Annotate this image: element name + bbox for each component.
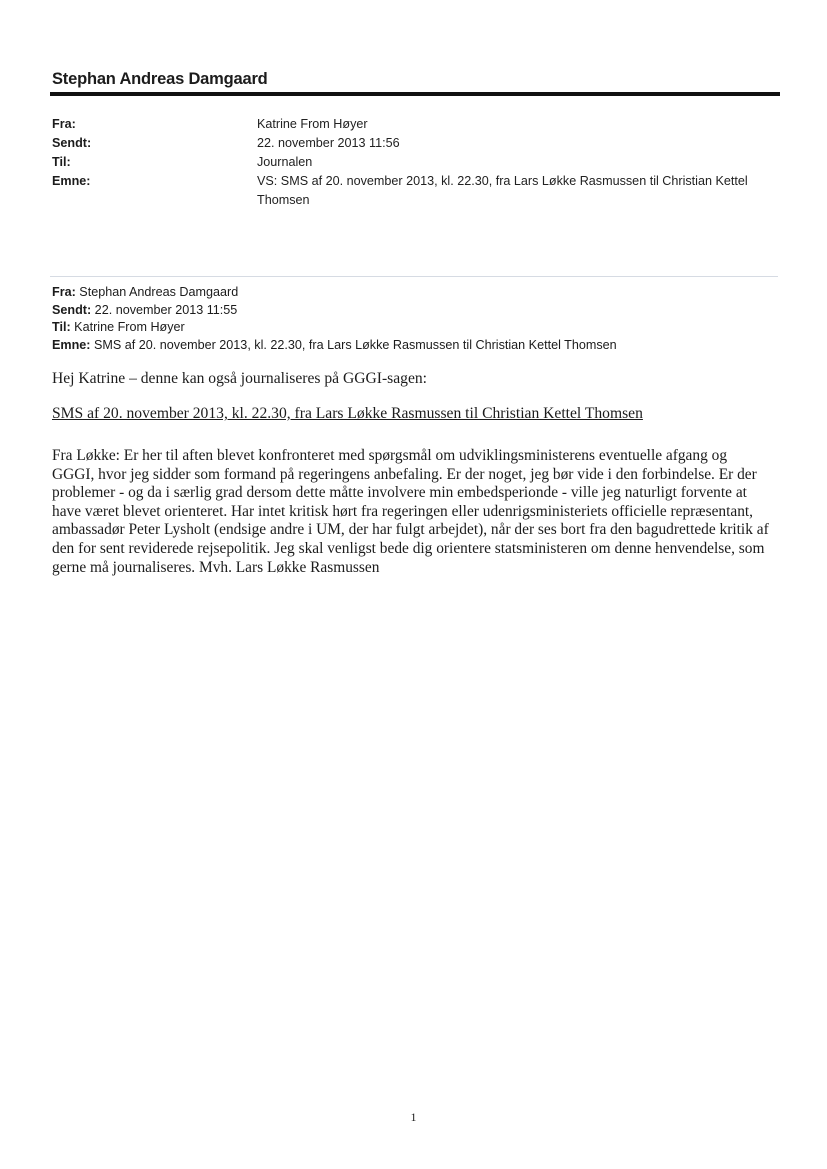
from-value: Katrine From Høyer [257,117,368,131]
forwarded-to-value: Katrine From Høyer [70,320,185,334]
forwarded-from-line [52,284,617,302]
forwarded-from-value: Stephan Andreas Damgaard [75,285,239,299]
document-title: Stephan Andreas Damgaard [52,70,268,88]
email-header [52,115,757,210]
forwarded-sent-value: 22. november 2013 11:55 [91,302,238,317]
forwarded-to-label: Til: [52,320,71,334]
forwarded-to-line [52,319,617,337]
to-value: Journalen [257,155,313,169]
forwarded-subject-value: SMS af 20. november 2013, kl. 22.30, fra Lars Løkke Rasmussen til Christian Kettel Thomsen [90,337,617,352]
sms-body: Fra Løkke: Er her til aften blevet konfronteret med spørgsmål om udviklingsministerens eventuelle afgang og GGGI, hvor jeg sidder som formand på regeringens anbefaling. Er der noget, jeg bør vide i den forbindelse. Er der problemer - og da i særlig grad dersom dette måtte involvere min embedsperionde - ville jeg naturligt forvente at have været blevet orienteret. Har intet kritisk hørt fra regeringen eller udenrigsministeriets officielle repræsentant, ambassadør Peter Lysholt (endsige andre i UM, der har fulgt arbejdet), når der ses bort fra den bagudrettede kritik af den for sent reviderede rejsepolitik. Jeg skal venligst bede dig orientere statsministeren om denne henvendelse, som gerne må journaliseres. Mvh. Lars Løkke Rasmussen [52,447,769,576]
subject-label: Emne: [52,174,91,188]
forwarded-from-label: Fra: [52,285,76,299]
forwarded-header [52,284,617,354]
forward-divider [50,276,778,277]
from-label: Fra: [52,117,76,131]
forwarded-sent-line [52,302,617,320]
forwarded-subject-label: Emne: [52,337,91,352]
forwarded-subject-line [52,337,617,355]
sent-label: Sendt: [52,136,92,150]
sms-heading: SMS af 20. november 2013, kl. 22.30, fra Lars Løkke Rasmussen til Christian Kettel Thomsen [52,405,643,422]
sent-value: 22. november 2013 11:56 [257,136,400,150]
forwarded-sent-label: Sendt: [52,302,92,317]
subject-value: VS: SMS af 20. november 2013, kl. 22.30, fra Lars Løkke Rasmussen til Christian Kettel Thomsen [257,174,748,207]
to-label: Til: [52,155,71,169]
page-number: 1 [410,1110,417,1124]
greeting-text: Hej Katrine – denne kan også journaliseres på GGGI-sagen: [52,370,427,387]
title-divider [50,92,780,96]
